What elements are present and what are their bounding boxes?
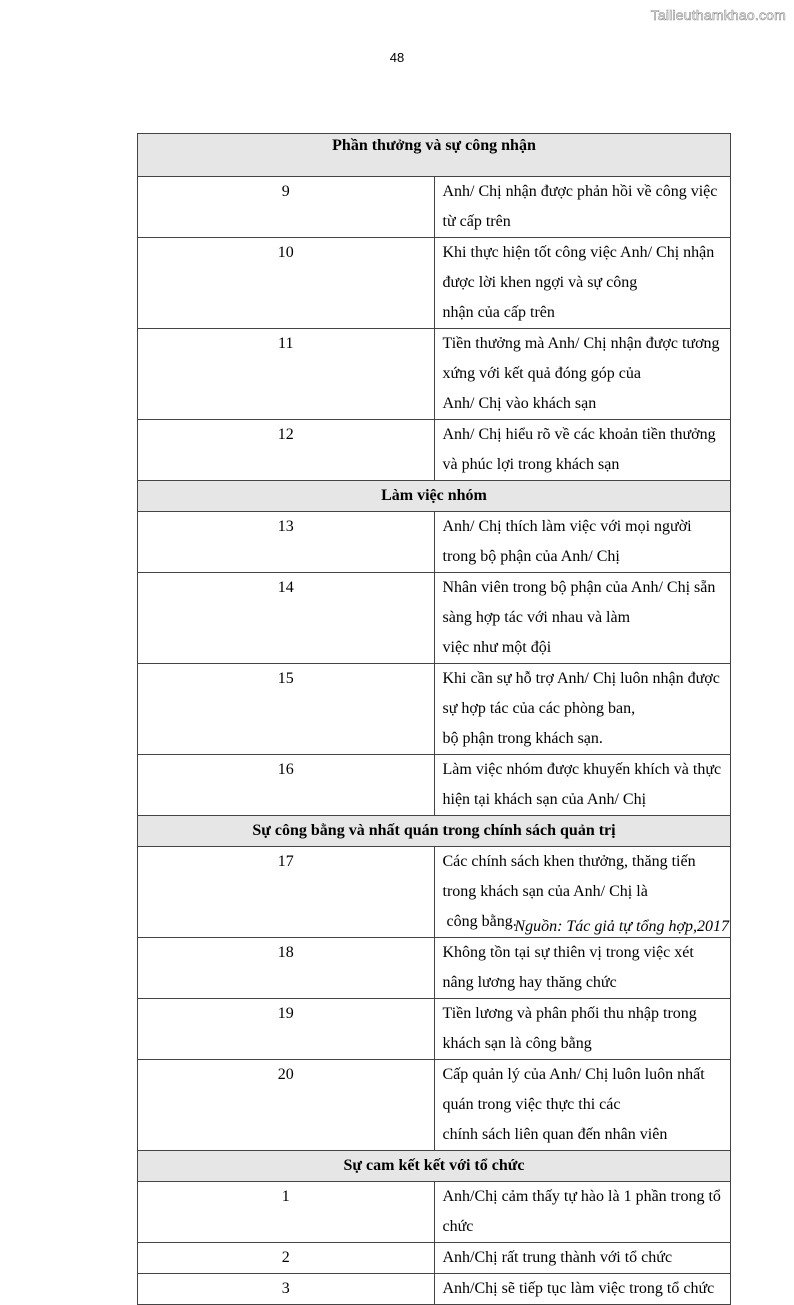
table-row [138, 1182, 731, 1243]
table-row [138, 938, 731, 999]
page-number: 48 [389, 50, 405, 65]
statement-line: Khi cần sự hỗ trợ Anh/ Chị luôn nhận được sự hợp tác của các phòng ban, [442, 670, 720, 717]
item-statement [434, 1274, 731, 1305]
item-number: 13 [138, 512, 435, 573]
item-statement [434, 177, 731, 238]
item-number: 1 [138, 1182, 435, 1243]
item-number: 15 [138, 664, 435, 755]
item-number: 16 [138, 755, 435, 816]
statement-line: Anh/ Chị nhận được phản hồi về công việc từ cấp trên [442, 183, 718, 230]
table-row [138, 177, 731, 238]
survey-table [137, 133, 731, 1305]
item-number: 2 [138, 1243, 435, 1274]
section-header-row [138, 481, 731, 512]
statement-line: Tiền lương và phân phối thu nhập trong khách sạn là công bằng [442, 1005, 697, 1052]
item-statement [434, 1182, 731, 1243]
statement-line: công bằng. [446, 913, 517, 930]
statement-line: nhận của cấp trên [442, 304, 555, 321]
statement-line: Anh/ Chị thích làm việc với mọi người trong bộ phận của Anh/ Chị [442, 518, 692, 565]
section-title: Phần thưởng và sự công nhận [138, 134, 731, 177]
statement-line: Nhân viên trong bộ phận của Anh/ Chị sẵn sàng hợp tác với nhau và làm [442, 579, 716, 626]
table-row [138, 1274, 731, 1305]
table-row [138, 664, 731, 755]
table-row [138, 238, 731, 329]
table-row [138, 755, 731, 816]
statement-line: việc như một đội [442, 639, 552, 656]
statement-line: Không tồn tại sự thiên vị trong việc xét nâng lương hay thăng chức [442, 944, 694, 991]
item-number: 17 [138, 847, 435, 938]
table-row [138, 420, 731, 481]
statement-line: Cấp quản lý của Anh/ Chị luôn luôn nhất quán trong việc thực thi các [442, 1066, 705, 1113]
item-number: 19 [138, 999, 435, 1060]
source-note: Nguồn: Tác giả tự tổng hợp,2017 [514, 918, 729, 935]
item-statement [434, 238, 731, 329]
statement-line: chính sách liên quan đến nhân viên [442, 1126, 668, 1143]
section-title: Sự cam kết kết với tổ chức [138, 1151, 731, 1182]
item-statement [434, 512, 731, 573]
item-statement [434, 1060, 731, 1151]
item-number: 10 [138, 238, 435, 329]
statement-line: Anh/Chị sẽ tiếp tục làm việc trong tổ chức [442, 1280, 715, 1297]
item-statement [434, 664, 731, 755]
statement-line: Làm việc nhóm được khuyến khích và thực hiện tại khách sạn của Anh/ Chị [442, 761, 722, 808]
table-row [138, 573, 731, 664]
item-number: 14 [138, 573, 435, 664]
table-row [138, 512, 731, 573]
table-row [138, 1060, 731, 1151]
table-row [138, 999, 731, 1060]
statement-line: Khi thực hiện tốt công việc Anh/ Chị nhận được lời khen ngợi và sự công [442, 244, 715, 291]
item-number: 11 [138, 329, 435, 420]
statement-line: Anh/ Chị vào khách sạn [442, 395, 597, 412]
item-statement [434, 755, 731, 816]
item-number: 3 [138, 1274, 435, 1305]
item-statement [434, 420, 731, 481]
statement-line: Tiền thưởng mà Anh/ Chị nhận được tương xứng với kết quả đóng góp của [442, 335, 720, 382]
statement-line: Anh/Chị cảm thấy tự hào là 1 phần trong tổ chức [442, 1188, 721, 1235]
item-number: 20 [138, 1060, 435, 1151]
item-statement [434, 1243, 731, 1274]
section-header-row [138, 816, 731, 847]
statement-line: Anh/Chị rất trung thành với tổ chức [442, 1249, 673, 1266]
item-number: 9 [138, 177, 435, 238]
statement-line: Anh/ Chị hiểu rõ về các khoản tiền thưởng và phúc lợi trong khách sạn [442, 426, 716, 473]
table-row [138, 329, 731, 420]
section-header-row [138, 134, 731, 177]
item-statement [434, 999, 731, 1060]
item-statement [434, 573, 731, 664]
table-row [138, 1243, 731, 1274]
item-number: 12 [138, 420, 435, 481]
item-statement [434, 938, 731, 999]
section-title: Sự công bằng và nhất quán trong chính sách quản trị [138, 816, 731, 847]
item-number: 18 [138, 938, 435, 999]
section-header-row [138, 1151, 731, 1182]
item-statement [434, 329, 731, 420]
section-title: Làm việc nhóm [138, 481, 731, 512]
statement-line: bộ phận trong khách sạn. [442, 730, 603, 747]
watermark: Tailieuthamkhao.com [650, 7, 786, 23]
statement-line: Các chính sách khen thưởng, thăng tiến trong khách sạn của Anh/ Chị là [442, 853, 696, 900]
